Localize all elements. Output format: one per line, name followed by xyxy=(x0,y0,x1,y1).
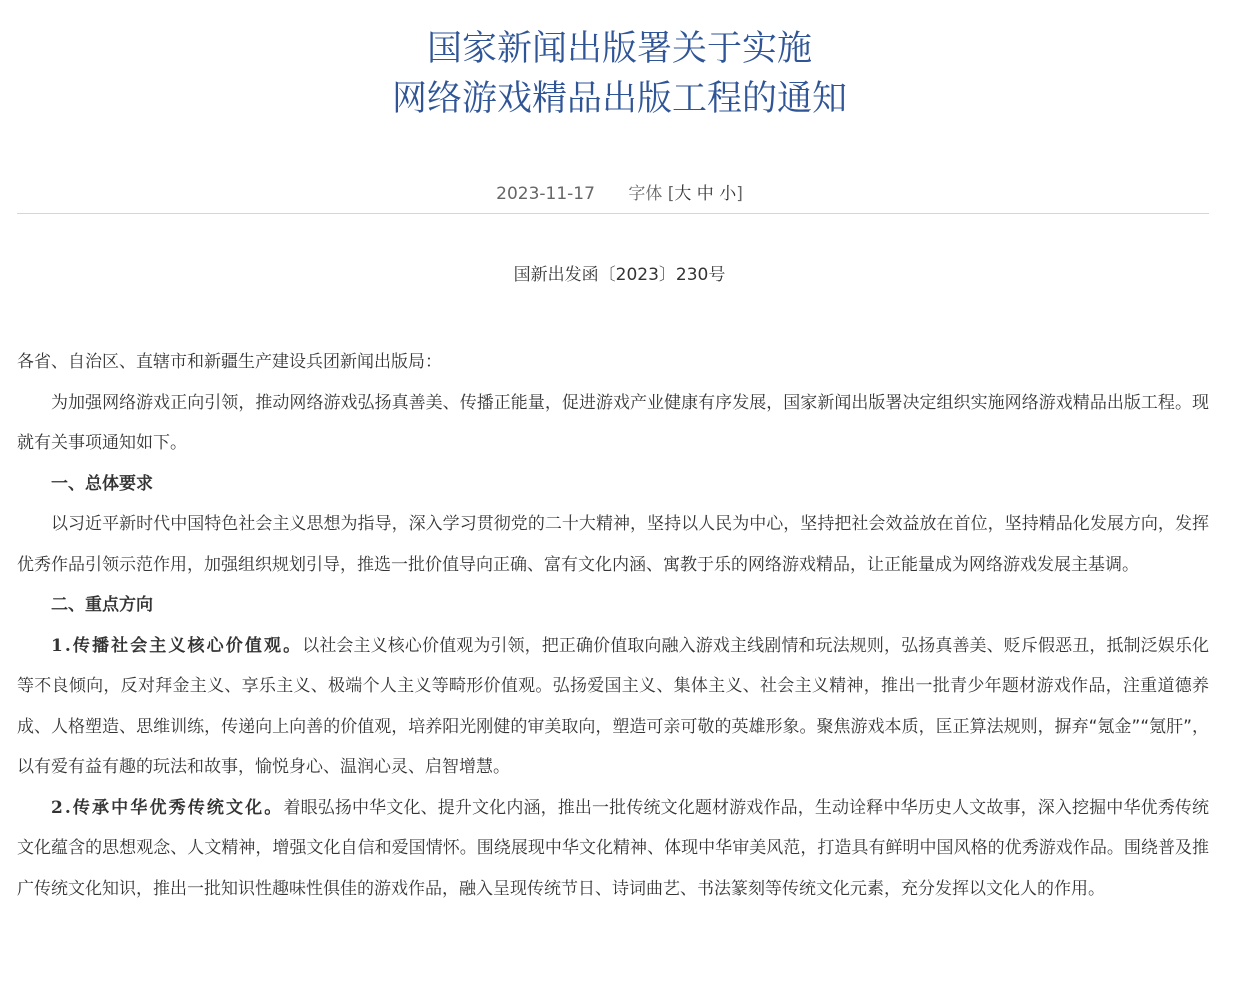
publish-date: 2023-11-17 xyxy=(496,184,595,204)
section-1-heading: 一、总体要求 xyxy=(51,473,153,494)
section-2-item-1 xyxy=(17,626,1209,788)
section-1-paragraph: 以习近平新时代中国特色社会主义思想为指导，深入学习贯彻党的二十大精神，坚持以人民为中心，坚持把社会效益放在首位，坚持精品化发展方向，发挥优秀作品引领示范作用，加强组织规划引导，推选一批价值导向正确、富有文化内涵、寓教于乐的网络游戏精品，让正能量成为网络游戏发展主基调。 xyxy=(17,514,1209,575)
header-divider xyxy=(17,213,1209,214)
section-2-item-1-text: 以社会主义核心价值观为引领，把正确价值取向融入游戏主线剧情和玩法规则，弘扬真善美、贬斥假恶丑，抵制泛娱乐化等不良倾向，反对拜金主义、享乐主义、极端个人主义等畸形价值观。弘扬爱国主义、集体主义、社会主义精神，推出一批青少年题材游戏作品，注重道德养成、人格塑造、思维训练，传递向上向善的价值观，培养阳光刚健的审美取向，塑造可亲可敬的英雄形象。聚焦游戏本质，匡正算法规则，摒弃“氪金”“氪肝”，以有爱有益有趣的玩法和故事，愉悦身心、温润心灵、启智增慧。 xyxy=(17,635,1210,777)
section-2-item-2-text: 着眼弘扬中华文化、提升文化内涵，推出一批传统文化题材游戏作品，生动诠释中华历史人文故事，深入挖掘中华优秀传统文化蕴含的思想观念、人文精神，增强文化自信和爱国情怀。围绕展现中华文化精神、体现中华审美风范，打造具有鲜明中国风格的优秀游戏作品。围绕普及推广传统文化知识，推出一批知识性趣味性俱佳的游戏作品，融入呈现传统节日、诗词曲艺、书法篆刻等传统文化元素，充分发挥以文化人的作用。 xyxy=(17,797,1210,899)
section-2-heading: 二、重点方向 xyxy=(51,595,153,615)
font-size-large-button[interactable]: 大 xyxy=(674,184,692,204)
article-title xyxy=(0,24,1239,124)
intro-paragraph: 为加强网络游戏正向引领，推动网络游戏弘扬真善美、传播正能量，促进游戏产业健康有序发展，国家新闻出版署决定组织实施网络游戏精品出版工程。现就有关事项通知如下。 xyxy=(17,392,1209,453)
article-title-line-2: 网络游戏精品出版工程的通知 xyxy=(391,79,847,119)
section-2-item-1-lead: 1.传播社会主义核心价值观。 xyxy=(51,635,303,656)
section-2-item-2-lead: 2.传承中华优秀传统文化。 xyxy=(51,797,284,818)
font-size-bracket-close: ] xyxy=(736,184,743,204)
font-size-bracket-open: [ xyxy=(667,184,675,204)
article-title-line-1: 国家新闻出版署关于实施 xyxy=(426,29,812,69)
font-size-small-button[interactable]: 小 xyxy=(719,184,737,204)
salutation: 各省、自治区、直辖市和新疆生产建设兵团新闻出版局： xyxy=(17,352,442,372)
section-2-item-2 xyxy=(17,788,1209,910)
article-meta xyxy=(0,180,1239,208)
font-size-medium-button[interactable]: 中 xyxy=(696,184,714,204)
font-size-label: 字体 xyxy=(628,184,663,204)
document-number: 国新出发函〔2023〕230号 xyxy=(513,265,726,285)
article-body xyxy=(17,342,1209,909)
